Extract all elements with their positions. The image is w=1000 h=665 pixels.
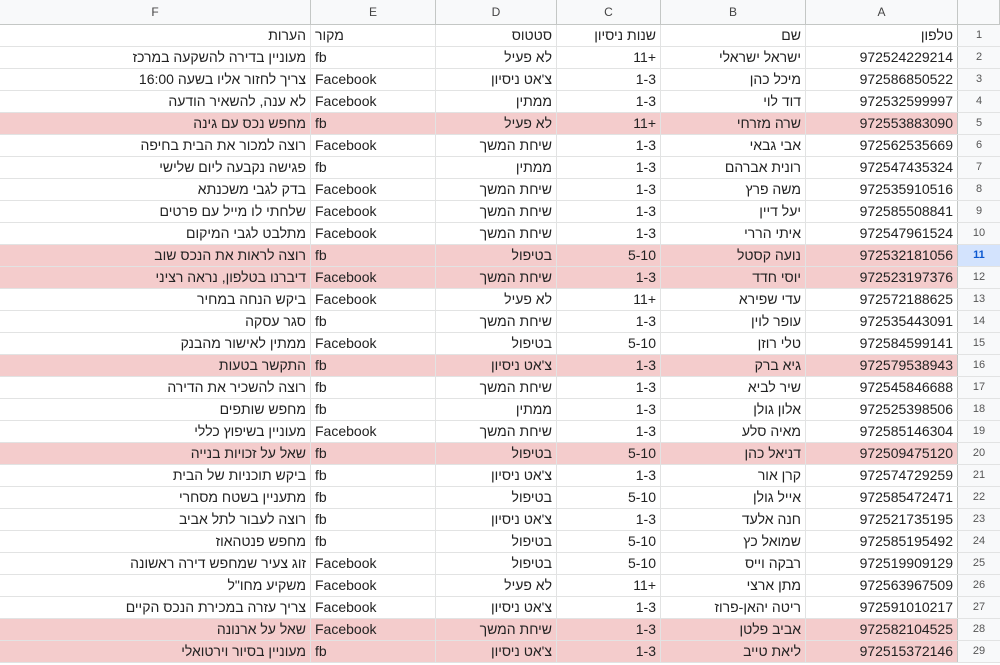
source-cell[interactable]: fb (311, 509, 436, 530)
experience-cell[interactable]: 1-3 (557, 421, 661, 442)
experience-cell[interactable]: 5-10 (557, 443, 661, 464)
row-number[interactable]: 26 (958, 575, 1000, 596)
status-cell[interactable]: בטיפול (436, 531, 557, 552)
row-number[interactable]: 6 (958, 135, 1000, 156)
status-cell[interactable]: שיחת המשך (436, 135, 557, 156)
row-number[interactable]: 24 (958, 531, 1000, 552)
experience-cell[interactable]: 1-3 (557, 597, 661, 618)
source-cell[interactable]: Facebook (311, 69, 436, 90)
notes-cell[interactable]: ביקש הנחה במחיר (0, 289, 311, 310)
source-cell[interactable]: fb (311, 113, 436, 134)
row-number[interactable]: 1 (958, 25, 1000, 46)
status-cell[interactable]: ממתין (436, 91, 557, 112)
experience-cell[interactable]: 5-10 (557, 487, 661, 508)
name-cell[interactable]: אלון גולן (661, 399, 806, 420)
status-cell[interactable]: בטיפול (436, 333, 557, 354)
row-number[interactable]: 18 (958, 399, 1000, 420)
name-cell[interactable]: טלי רוזן (661, 333, 806, 354)
name-cell[interactable]: ליאת טייב (661, 641, 806, 662)
name-cell[interactable]: שרה מזרחי (661, 113, 806, 134)
phone-cell[interactable]: 972545846688 (806, 377, 958, 398)
notes-cell[interactable]: שלחתי לו מייל עם פרטים (0, 201, 311, 222)
experience-cell[interactable]: 11+ (557, 113, 661, 134)
phone-cell[interactable]: 972585472471 (806, 487, 958, 508)
row-number[interactable]: 16 (958, 355, 1000, 376)
name-cell[interactable]: משה פרץ (661, 179, 806, 200)
experience-cell[interactable]: 5-10 (557, 245, 661, 266)
experience-cell[interactable]: 5-10 (557, 553, 661, 574)
name-cell[interactable]: חנה אלעד (661, 509, 806, 530)
experience-cell[interactable]: 1-3 (557, 641, 661, 662)
experience-cell[interactable]: 1-3 (557, 135, 661, 156)
name-cell[interactable]: דניאל כהן (661, 443, 806, 464)
phone-cell[interactable]: 972572188625 (806, 289, 958, 310)
name-cell[interactable]: יוסי חדד (661, 267, 806, 288)
source-cell[interactable]: fb (311, 377, 436, 398)
source-cell[interactable]: fb (311, 157, 436, 178)
phone-cell[interactable]: 972524229214 (806, 47, 958, 68)
notes-cell[interactable]: מתעניין בשטח מסחרי (0, 487, 311, 508)
status-cell[interactable]: בטיפול (436, 487, 557, 508)
experience-cell[interactable]: 1-3 (557, 69, 661, 90)
table-row (0, 487, 1000, 509)
experience-cell[interactable]: 11+ (557, 289, 661, 310)
column-header-row (0, 0, 1000, 25)
source-cell[interactable]: Facebook (311, 91, 436, 112)
experience-cell[interactable]: 1-3 (557, 223, 661, 244)
row-number[interactable]: 11 (958, 245, 1000, 266)
phone-cell[interactable]: טלפון (806, 25, 958, 46)
phone-cell[interactable]: 972535443091 (806, 311, 958, 332)
notes-cell[interactable]: ממתין לאישור מהבנק (0, 333, 311, 354)
notes-cell[interactable]: רוצה לעבור לתל אביב (0, 509, 311, 530)
table-row (0, 443, 1000, 465)
phone-cell[interactable]: 972509475120 (806, 443, 958, 464)
notes-cell[interactable]: מחפש נכס עם גינה (0, 113, 311, 134)
status-cell[interactable]: ממתין (436, 399, 557, 420)
name-cell[interactable]: מיכל כהן (661, 69, 806, 90)
phone-cell[interactable]: 972582104525 (806, 619, 958, 640)
status-cell[interactable]: שיחת המשך (436, 179, 557, 200)
table-row (0, 465, 1000, 487)
row-number[interactable]: 14 (958, 311, 1000, 332)
column-header-b[interactable]: B (661, 0, 806, 24)
source-cell[interactable]: fb (311, 531, 436, 552)
phone-cell[interactable]: 972525398506 (806, 399, 958, 420)
row-number[interactable]: 13 (958, 289, 1000, 310)
row-number[interactable]: 5 (958, 113, 1000, 134)
table-row (0, 531, 1000, 553)
notes-cell[interactable]: מחפש פנטהאוז (0, 531, 311, 552)
phone-cell[interactable]: 972563967509 (806, 575, 958, 596)
row-number[interactable]: 17 (958, 377, 1000, 398)
source-cell[interactable]: Facebook (311, 333, 436, 354)
status-cell[interactable]: לא פעיל (436, 289, 557, 310)
table-row (0, 619, 1000, 641)
experience-cell[interactable]: 1-3 (557, 91, 661, 112)
name-cell[interactable]: קרן אור (661, 465, 806, 486)
name-cell[interactable]: שמואל כץ (661, 531, 806, 552)
notes-cell[interactable]: זוג צעיר שמחפש דירה ראשונה (0, 553, 311, 574)
name-cell[interactable]: גיא ברק (661, 355, 806, 376)
select-all-corner[interactable] (958, 0, 1000, 24)
table-row (0, 553, 1000, 575)
source-cell[interactable]: Facebook (311, 267, 436, 288)
phone-cell[interactable]: 972586850522 (806, 69, 958, 90)
status-cell[interactable]: ממתין (436, 157, 557, 178)
table-row (0, 289, 1000, 311)
row-number[interactable]: 20 (958, 443, 1000, 464)
notes-cell[interactable]: רוצה למכור את הבית בחיפה (0, 135, 311, 156)
notes-cell[interactable]: סגר עסקה (0, 311, 311, 332)
row-number[interactable]: 28 (958, 619, 1000, 640)
phone-cell[interactable]: 972532181056 (806, 245, 958, 266)
source-cell[interactable]: fb (311, 47, 436, 68)
status-cell[interactable]: שיחת המשך (436, 267, 557, 288)
experience-cell[interactable]: 1-3 (557, 509, 661, 530)
table-row (0, 575, 1000, 597)
table-row (0, 157, 1000, 179)
name-cell[interactable]: רונית אברהם (661, 157, 806, 178)
source-cell[interactable]: Facebook (311, 179, 436, 200)
table-row (0, 509, 1000, 531)
name-cell[interactable]: ריטה יהאן-פרוז (661, 597, 806, 618)
experience-cell[interactable]: 1-3 (557, 157, 661, 178)
name-cell[interactable]: שיר לביא (661, 377, 806, 398)
status-cell[interactable]: לא פעיל (436, 47, 557, 68)
source-cell[interactable]: Facebook (311, 619, 436, 640)
row-number[interactable]: 3 (958, 69, 1000, 90)
column-header-e[interactable]: E (311, 0, 436, 24)
table-row (0, 597, 1000, 619)
column-header-f[interactable]: F (0, 0, 311, 24)
status-cell[interactable]: לא פעיל (436, 575, 557, 596)
phone-cell[interactable]: 972547961524 (806, 223, 958, 244)
source-cell[interactable]: Facebook (311, 553, 436, 574)
row-number[interactable]: 25 (958, 553, 1000, 574)
status-cell[interactable]: לא פעיל (436, 113, 557, 134)
table-row (0, 25, 1000, 47)
row-number[interactable]: 8 (958, 179, 1000, 200)
name-cell[interactable]: איתי הררי (661, 223, 806, 244)
status-cell[interactable]: שיחת המשך (436, 619, 557, 640)
table-row (0, 267, 1000, 289)
status-cell[interactable]: צ'אט ניסיון (436, 355, 557, 376)
source-cell[interactable]: Facebook (311, 421, 436, 442)
notes-cell[interactable]: מחפש שותפים (0, 399, 311, 420)
source-cell[interactable]: מקור (311, 25, 436, 46)
notes-cell[interactable]: צריך עזרה במכירת הנכס הקיים (0, 597, 311, 618)
row-number[interactable]: 27 (958, 597, 1000, 618)
status-cell[interactable]: שיחת המשך (436, 421, 557, 442)
row-number[interactable]: 15 (958, 333, 1000, 354)
row-number[interactable]: 29 (958, 641, 1000, 662)
name-cell[interactable]: רבקה וייס (661, 553, 806, 574)
phone-cell[interactable]: 972535910516 (806, 179, 958, 200)
experience-cell[interactable]: 11+ (557, 47, 661, 68)
experience-cell[interactable]: 1-3 (557, 267, 661, 288)
column-header-a[interactable]: A (806, 0, 958, 24)
status-cell[interactable]: שיחת המשך (436, 223, 557, 244)
status-cell[interactable]: שיחת המשך (436, 311, 557, 332)
source-cell[interactable]: Facebook (311, 289, 436, 310)
notes-cell[interactable]: שאל על זכויות בנייה (0, 443, 311, 464)
table-row (0, 421, 1000, 443)
experience-cell[interactable]: 1-3 (557, 311, 661, 332)
notes-cell[interactable]: לא ענה, להשאיר הודעה (0, 91, 311, 112)
name-cell[interactable]: נועה קסטל (661, 245, 806, 266)
phone-cell[interactable]: 972519909129 (806, 553, 958, 574)
phone-cell[interactable]: 972584599141 (806, 333, 958, 354)
row-number[interactable]: 23 (958, 509, 1000, 530)
experience-cell[interactable]: 1-3 (557, 201, 661, 222)
name-cell[interactable]: מאיה סלע (661, 421, 806, 442)
source-cell[interactable]: Facebook (311, 135, 436, 156)
notes-cell[interactable]: הערות (0, 25, 311, 46)
table-row (0, 641, 1000, 663)
notes-cell[interactable]: רוצה לראות את הנכס שוב (0, 245, 311, 266)
table-row (0, 135, 1000, 157)
table-row (0, 179, 1000, 201)
table-row (0, 69, 1000, 91)
table-row (0, 311, 1000, 333)
name-cell[interactable]: יעל דיין (661, 201, 806, 222)
row-number[interactable]: 12 (958, 267, 1000, 288)
notes-cell[interactable]: מעוניין בשיפוץ כללי (0, 421, 311, 442)
source-cell[interactable]: fb (311, 355, 436, 376)
name-cell[interactable]: אביב פלטן (661, 619, 806, 640)
source-cell[interactable]: fb (311, 245, 436, 266)
source-cell[interactable]: fb (311, 443, 436, 464)
name-cell[interactable]: דוד לוי (661, 91, 806, 112)
source-cell[interactable]: Facebook (311, 223, 436, 244)
notes-cell[interactable]: בדק לגבי משכנתא (0, 179, 311, 200)
experience-cell[interactable]: 5-10 (557, 531, 661, 552)
name-cell[interactable]: אבי גבאי (661, 135, 806, 156)
phone-cell[interactable]: 972562535669 (806, 135, 958, 156)
row-number[interactable]: 7 (958, 157, 1000, 178)
phone-cell[interactable]: 972579538943 (806, 355, 958, 376)
phone-cell[interactable]: 972515372146 (806, 641, 958, 662)
column-header-d[interactable]: D (436, 0, 557, 24)
source-cell[interactable]: Facebook (311, 575, 436, 596)
status-cell[interactable]: סטטוס (436, 25, 557, 46)
notes-cell[interactable]: פגישה נקבעה ליום שלישי (0, 157, 311, 178)
status-cell[interactable]: בטיפול (436, 553, 557, 574)
experience-cell[interactable]: 1-3 (557, 377, 661, 398)
notes-cell[interactable]: מעוניין בסיור וירטואלי (0, 641, 311, 662)
source-cell[interactable]: fb (311, 641, 436, 662)
name-cell[interactable]: ישראל ישראלי (661, 47, 806, 68)
row-number[interactable]: 22 (958, 487, 1000, 508)
experience-cell[interactable]: 1-3 (557, 465, 661, 486)
source-cell[interactable]: fb (311, 465, 436, 486)
name-cell[interactable]: אייל גולן (661, 487, 806, 508)
phone-cell[interactable]: 972585146304 (806, 421, 958, 442)
experience-cell[interactable]: 1-3 (557, 179, 661, 200)
status-cell[interactable]: שיחת המשך (436, 201, 557, 222)
status-cell[interactable]: בטיפול (436, 245, 557, 266)
source-cell[interactable]: Facebook (311, 597, 436, 618)
status-cell[interactable]: בטיפול (436, 443, 557, 464)
notes-cell[interactable]: ביקש תוכניות של הבית (0, 465, 311, 486)
experience-cell[interactable]: 11+ (557, 575, 661, 596)
table-row (0, 377, 1000, 399)
table-row (0, 355, 1000, 377)
notes-cell[interactable]: מעוניין בדירה להשקעה במרכז (0, 47, 311, 68)
status-cell[interactable]: צ'אט ניסיון (436, 509, 557, 530)
notes-cell[interactable]: רוצה להשכיר את הדירה (0, 377, 311, 398)
notes-cell[interactable]: צריך לחזור אליו בשעה 16:00 (0, 69, 311, 90)
phone-cell[interactable]: 972585195492 (806, 531, 958, 552)
table-row (0, 245, 1000, 267)
phone-cell[interactable]: 972547435324 (806, 157, 958, 178)
table-row (0, 223, 1000, 245)
row-number[interactable]: 19 (958, 421, 1000, 442)
notes-cell[interactable]: משקיע מחו"ל (0, 575, 311, 596)
phone-cell[interactable]: 972532599997 (806, 91, 958, 112)
table-row (0, 399, 1000, 421)
name-cell[interactable]: שם (661, 25, 806, 46)
source-cell[interactable]: Facebook (311, 201, 436, 222)
phone-cell[interactable]: 972553883090 (806, 113, 958, 134)
table-row (0, 47, 1000, 69)
table-row (0, 113, 1000, 135)
table-row (0, 333, 1000, 355)
status-cell[interactable]: צ'אט ניסיון (436, 465, 557, 486)
row-number[interactable]: 9 (958, 201, 1000, 222)
notes-cell[interactable]: התקשר בטעות (0, 355, 311, 376)
experience-cell[interactable]: שנות ניסיון (557, 25, 661, 46)
phone-cell[interactable]: 972521735195 (806, 509, 958, 530)
name-cell[interactable]: עדי שפירא (661, 289, 806, 310)
status-cell[interactable]: שיחת המשך (436, 377, 557, 398)
column-header-c[interactable]: C (557, 0, 661, 24)
experience-cell[interactable]: 5-10 (557, 333, 661, 354)
status-cell[interactable]: צ'אט ניסיון (436, 641, 557, 662)
phone-cell[interactable]: 972574729259 (806, 465, 958, 486)
experience-cell[interactable]: 1-3 (557, 355, 661, 376)
status-cell[interactable]: צ'אט ניסיון (436, 597, 557, 618)
phone-cell[interactable]: 972585508841 (806, 201, 958, 222)
source-cell[interactable]: fb (311, 399, 436, 420)
table-row (0, 201, 1000, 223)
source-cell[interactable]: fb (311, 311, 436, 332)
experience-cell[interactable]: 1-3 (557, 619, 661, 640)
row-number[interactable]: 4 (958, 91, 1000, 112)
row-number[interactable]: 10 (958, 223, 1000, 244)
phone-cell[interactable]: 972591010217 (806, 597, 958, 618)
name-cell[interactable]: מתן ארצי (661, 575, 806, 596)
row-number[interactable]: 21 (958, 465, 1000, 486)
notes-cell[interactable]: מתלבט לגבי המיקום (0, 223, 311, 244)
notes-cell[interactable]: דיברנו בטלפון, נראה רציני (0, 267, 311, 288)
row-number[interactable]: 2 (958, 47, 1000, 68)
source-cell[interactable]: fb (311, 487, 436, 508)
experience-cell[interactable]: 1-3 (557, 399, 661, 420)
phone-cell[interactable]: 972523197376 (806, 267, 958, 288)
notes-cell[interactable]: שאל על ארנונה (0, 619, 311, 640)
table-row (0, 91, 1000, 113)
name-cell[interactable]: עופר לוין (661, 311, 806, 332)
status-cell[interactable]: צ'אט ניסיון (436, 69, 557, 90)
